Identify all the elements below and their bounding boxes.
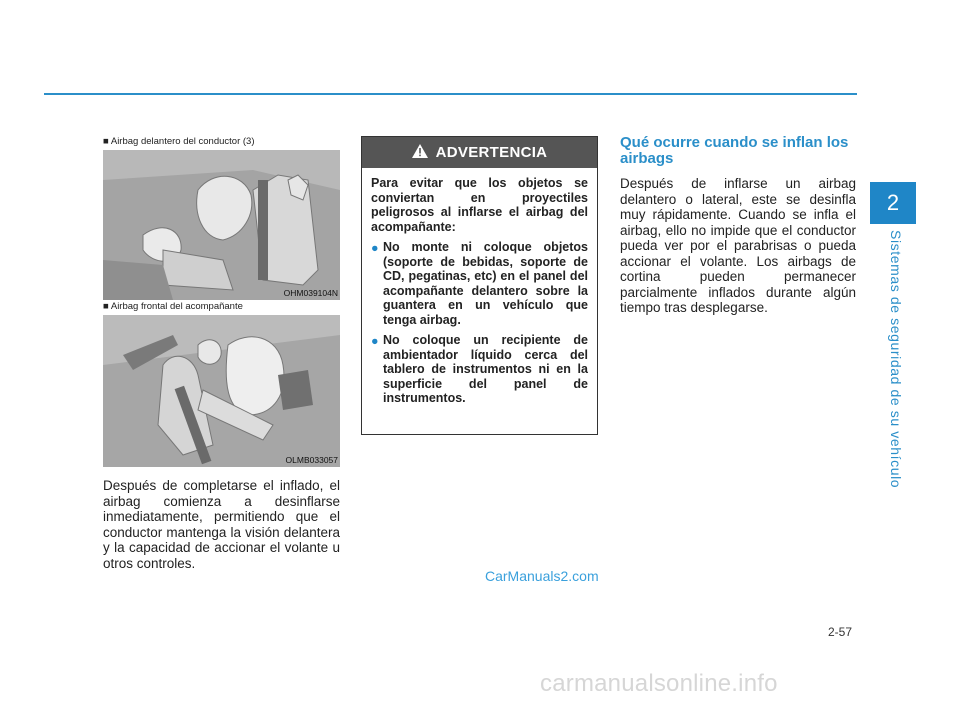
figure-caption: ■ Airbag frontal del acompañante (103, 301, 243, 312)
section-paragraph: Después de inflarse un airbag delantero o lateral, este se desinfla muy rápidamente. Cuando se infla el airbag, ello no impide que el conductor pueda ver por el parabrisas o pueda accionar el volante. Los airbags de cortina pueden permanecer parcialmente inflados durante algún tiempo tras desplegarse. (620, 176, 856, 315)
warning-item (371, 333, 588, 406)
passenger-airbag-drawing (103, 315, 340, 467)
warning-item-text: No monte ni coloque objetos (soporte de bebidas, soporte de CD, pegatinas, etc) en el panel del acompañante delantero sobre la guantera en un vehículo que tenga airbag. (383, 240, 588, 327)
driver-airbag-drawing (103, 150, 340, 300)
chapter-number-tab: 2 (870, 182, 916, 224)
warning-body (362, 168, 597, 406)
driver-airbag-illustration (103, 150, 340, 300)
warning-header (362, 137, 597, 168)
warning-title: ADVERTENCIA (435, 144, 548, 161)
bullet-icon: ● (371, 334, 379, 348)
warning-item (371, 240, 588, 327)
watermark-link[interactable]: CarManuals2.com (485, 568, 599, 584)
chapter-title: Sistemas de seguridad de su vehículo (888, 230, 904, 489)
footer-watermark: carmanualsonline.info (540, 670, 778, 697)
warning-box (361, 136, 598, 435)
bullet-icon: ● (371, 241, 379, 255)
warning-list (371, 240, 588, 406)
figure-code: OLMB033057 (285, 455, 338, 465)
warning-intro: Para evitar que los objetos se conviertan en proyectiles peligrosos al inflarse el airbag del acompañante: (371, 176, 588, 234)
passenger-airbag-illustration (103, 315, 340, 467)
figure-code: OHM039104N (283, 288, 338, 298)
page-number: 2-57 (828, 625, 853, 639)
warning-item-text: No coloque un recipiente de ambientador líquido cerca del tablero de instrumentos ni en la superficie del panel de instrumentos. (383, 333, 588, 405)
figure-caption: ■ Airbag delantero del conductor (3) (103, 136, 255, 147)
deflation-paragraph: Después de completarse el inflado, el airbag comienza a desinflarse inmediatamente, permitiendo que el conductor mantenga la visión delantera y la capacidad de accionar el volante u otros controles. (103, 478, 340, 571)
section-heading: Qué ocurre cuando se inflan los airbags (620, 134, 849, 167)
header-rule (44, 93, 857, 95)
warning-triangle-icon (412, 144, 428, 162)
